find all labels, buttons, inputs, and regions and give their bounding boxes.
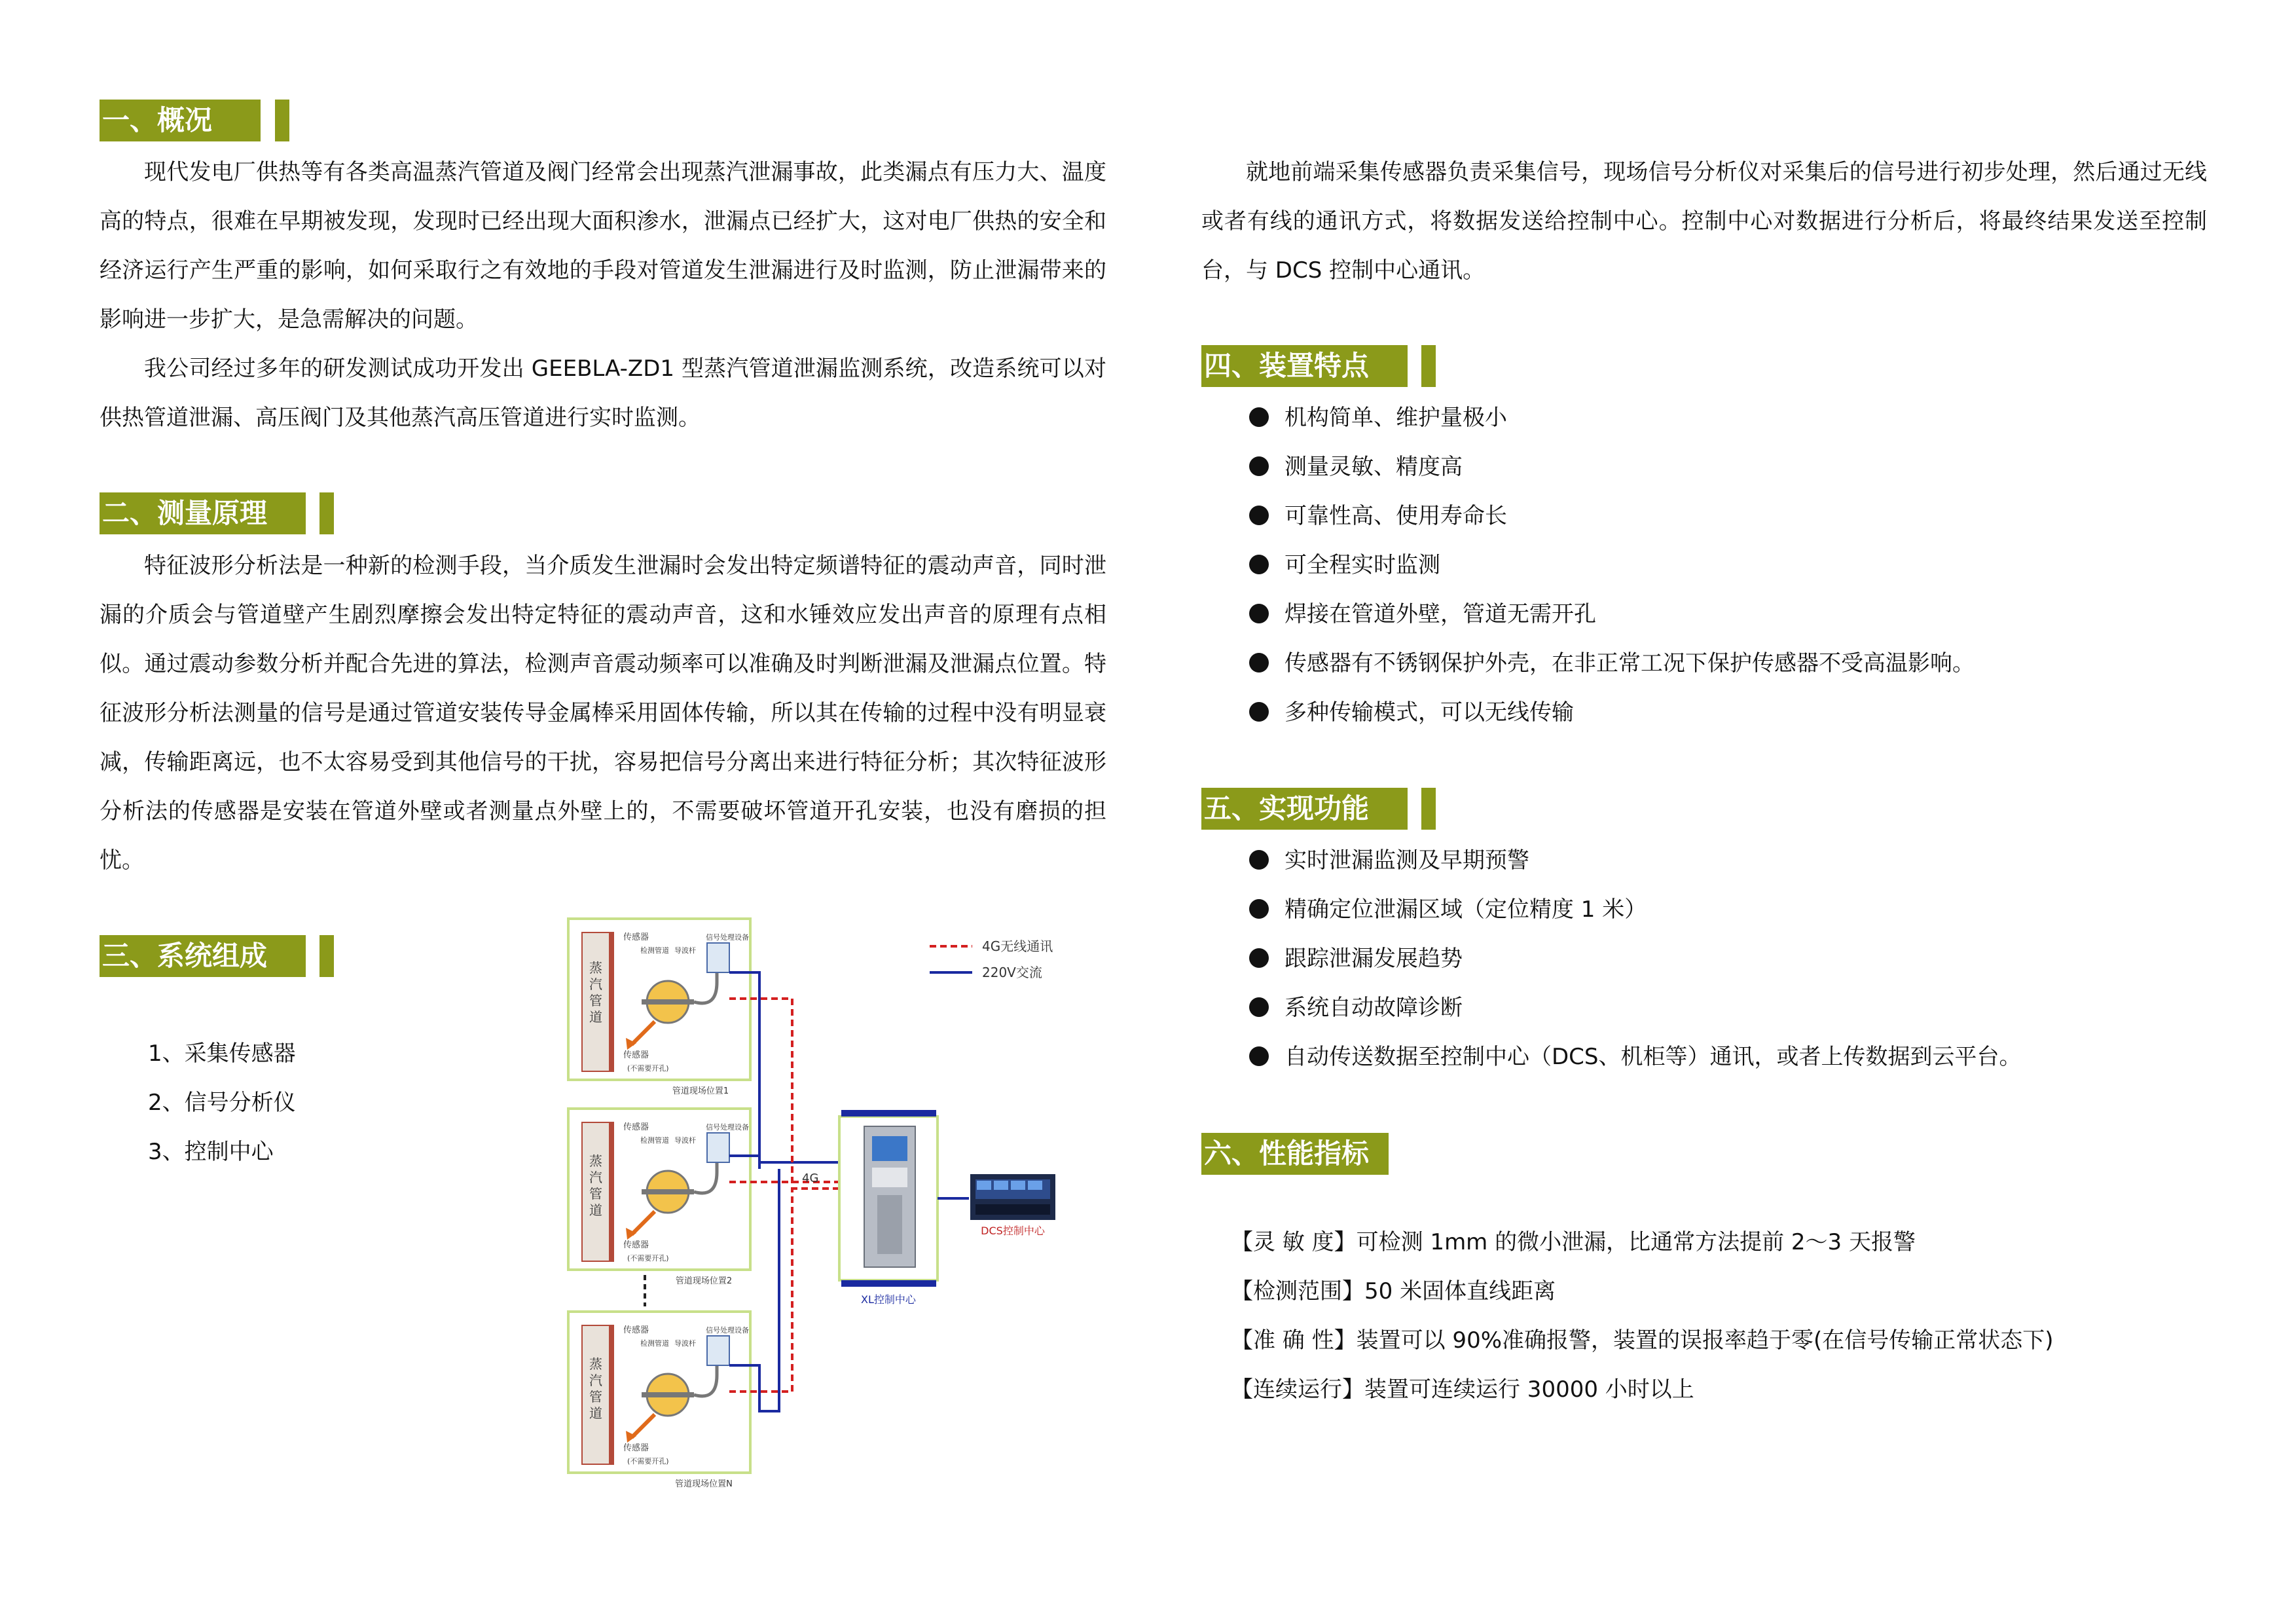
features-list (1249, 394, 1975, 737)
principle-heading-text: 二、测量原理 (102, 497, 268, 529)
svg-text:道: 道 (589, 1009, 602, 1025)
features-list-item (1249, 492, 1975, 541)
section-heading-composition (100, 935, 335, 977)
bullet-icon (1249, 1046, 1269, 1066)
system-diagram (563, 913, 1100, 1496)
spec-label: 【检测范围】 (1231, 1278, 1364, 1304)
functions-item-text: 系统自动故障诊断 (1285, 995, 1463, 1021)
bullet-icon (1249, 850, 1269, 870)
section-heading-functions (1201, 788, 1437, 830)
site-n-rod-label: 导波杆 (674, 1339, 696, 1348)
features-heading-text: 四、装置特点 (1204, 350, 1370, 382)
bullet-icon (1249, 997, 1269, 1017)
site-2-analyzer-label: 信号处理设备 (706, 1123, 749, 1132)
spec-value: 装置可以 90%准确报警，装置的误报率趋于零(在信号传输正常状态下) (1356, 1327, 2054, 1354)
bullet-icon (1249, 555, 1269, 574)
section-heading-overview (100, 100, 289, 141)
functions-item-text: 精确定位泄漏区域（定位精度 1 米） (1285, 896, 1647, 923)
svg-text:蒸: 蒸 (589, 1356, 602, 1372)
bullet-icon (1249, 653, 1269, 673)
composition-item-analyzer: 2、信号分析仪 (148, 1090, 296, 1116)
site-label-n: 管道现场位置N (675, 1479, 733, 1489)
svg-text:管: 管 (589, 993, 602, 1008)
features-item-text: 可靠性高、使用寿命长 (1285, 503, 1507, 529)
svg-text:蒸: 蒸 (589, 1153, 602, 1169)
features-list-item (1249, 541, 1975, 590)
features-item-text: 多种传输模式，可以无线传输 (1285, 699, 1574, 726)
spec-label: 【灵 敏 度】 (1231, 1229, 1357, 1255)
features-list-item (1249, 590, 1975, 639)
features-item-text: 可全程实时监测 (1285, 552, 1440, 578)
site-n-detect-label: 检测管道 (640, 1339, 669, 1348)
spec-value: 装置可连续运行 30000 小时以上 (1364, 1376, 1694, 1403)
dcs-center-label: DCS控制中心 (981, 1225, 1045, 1237)
site-2-sensor-label: 传感器 (623, 1122, 649, 1132)
functions-item-text: 实时泄漏监测及早期预警 (1285, 847, 1529, 874)
dcs-control-center (970, 1174, 1055, 1237)
composition-continued-paragraph: 就地前端采集传感器负责采集信号，现场信号分析仪对采集后的信号进行初步处理，然后通过无线或者有线的通讯方式，将数据发送给控制中心。控制中心对数据进行分析后，将最终结果发送至控制台，与 DCS 控制中心通讯。 (1201, 159, 2207, 284)
composition-list (148, 1029, 296, 1177)
functions-list-item (1249, 984, 2022, 1033)
functions-list-item (1249, 934, 2022, 984)
functions-list (1249, 836, 2022, 1082)
specs-list (1231, 1218, 2054, 1414)
spec-label: 【连续运行】 (1231, 1376, 1364, 1403)
functions-item-text: 跟踪泄漏发展趋势 (1285, 946, 1463, 972)
bullet-icon (1249, 456, 1269, 476)
features-list-item (1249, 688, 1975, 737)
svg-text:汽: 汽 (589, 1373, 602, 1388)
features-item-text: 传感器有不锈钢保护外壳，在非正常工况下保护传感器不受高温影响。 (1285, 650, 1975, 676)
bullet-icon (1249, 506, 1269, 525)
composition-item-control-center: 3、控制中心 (148, 1139, 274, 1165)
svg-text:管: 管 (589, 1389, 602, 1405)
bullet-icon (1249, 702, 1269, 722)
svg-text:汽: 汽 (589, 1170, 602, 1185)
spec-row-sensitivity (1231, 1218, 2054, 1267)
svg-text:汽: 汽 (589, 976, 602, 992)
spec-row-range (1231, 1267, 2054, 1316)
site-label-1: 管道现场位置1 (672, 1086, 729, 1096)
features-item-text: 焊接在管道外壁，管道无需开孔 (1285, 601, 1596, 627)
svg-text:道: 道 (589, 1405, 602, 1421)
spec-label: 【准 确 性】 (1231, 1327, 1357, 1354)
overview-heading-text: 一、概况 (102, 104, 213, 136)
svg-text:管: 管 (589, 1186, 602, 1202)
site-panel-n (568, 1312, 750, 1473)
site-1-detect-label: 检测管道 (640, 946, 669, 955)
site-n-sensor-label: 传感器 (623, 1325, 649, 1335)
overview-paragraph-2: 我公司经过多年的研发测试成功开发出 GEEBLA-ZD1 型蒸汽管道泄漏监测系统，改造系统可以对供热管道泄漏、高压阀门及其他蒸汽高压管道进行实时监测。 (100, 356, 1106, 431)
xl-center-label: XL控制中心 (861, 1293, 916, 1306)
spec-value: 可检测 1mm 的微小泄漏，比通常方法提前 2～3 天报警 (1356, 1229, 1916, 1255)
features-item-text: 机构简单、维护量极小 (1285, 405, 1507, 431)
site-1-analyzer-label: 信号处理设备 (706, 933, 749, 942)
legend-wireless-label: 4G无线通讯 (982, 938, 1053, 954)
site-2-sensor-label-2: 传感器 (623, 1240, 649, 1250)
section-heading-features (1201, 345, 1437, 387)
bullet-icon (1249, 407, 1269, 427)
site-n-sensor-label-2: 传感器 (623, 1443, 649, 1453)
site-2-detect-label: 检测管道 (640, 1136, 669, 1145)
composition-item-sensor: 1、采集传感器 (148, 1041, 296, 1067)
features-list-item (1249, 394, 1975, 443)
features-list-item (1249, 639, 1975, 688)
xl-control-center (839, 1110, 938, 1306)
functions-list-item (1249, 836, 2022, 885)
bullet-icon (1249, 899, 1269, 919)
principle-body (100, 542, 1106, 885)
specs-heading-text: 六、性能指标 (1204, 1137, 1370, 1170)
principle-paragraph: 特征波形分析法是一种新的检测手段，当介质发生泄漏时会发出特定频谱特征的震动声音，同时泄漏的介质会与管道壁产生剧烈摩擦会发出特定特征的震动声音，这和水锤效应发出声音的原理有点相似。通过震动参数分析并配合先进的算法，检测声音震动频率可以准确及时判断泄漏及泄漏点位置。特征波形分析法测量的信号是通过管道安装传导金属棒采用固体传输，所以其在传输的过程中没有明显衰减，传输距离远，也不太容易受到其他信号的干扰，容易把信号分离出来进行特征分析；其次特征波形分析法的传感器是安装在管道外壁或者测量点外壁上的，不需要破坏管道开孔安装，也没有磨损的担忧。 (100, 553, 1106, 874)
site-2-sensor-note: (不需要开孔) (627, 1254, 669, 1263)
composition-heading-text: 三、系统组成 (102, 940, 268, 972)
site-1-sensor-label: 传感器 (623, 932, 649, 942)
functions-list-item (1249, 885, 2022, 934)
site-1-rod-label: 导波杆 (674, 946, 696, 955)
site-1-sensor-note: (不需要开孔) (627, 1064, 669, 1073)
bullet-icon (1249, 948, 1269, 968)
functions-list-item (1249, 1033, 2022, 1082)
bullet-icon (1249, 604, 1269, 623)
site-n-analyzer-label: 信号处理设备 (706, 1326, 749, 1335)
features-list-item (1249, 443, 1975, 492)
section-heading-principle (100, 492, 335, 534)
link-4g-label: 4G (802, 1172, 819, 1185)
site-label-2: 管道现场位置2 (675, 1276, 733, 1286)
site-n-sensor-note: (不需要开孔) (627, 1457, 669, 1466)
svg-text:道: 道 (589, 1202, 602, 1218)
overview-body (100, 148, 1106, 443)
section-heading-specs (1201, 1133, 1391, 1175)
svg-text:蒸: 蒸 (589, 960, 602, 976)
spec-row-accuracy (1231, 1316, 2054, 1365)
site-2-rod-label: 导波杆 (674, 1136, 696, 1145)
composition-continued-body (1201, 148, 2207, 295)
site-panel-2 (568, 1109, 750, 1270)
legend-wired-label: 220V交流 (982, 965, 1042, 980)
functions-heading-text: 五、实现功能 (1204, 792, 1370, 824)
features-item-text: 测量灵敏、精度高 (1285, 454, 1463, 480)
functions-item-text: 自动传送数据至控制中心（DCS、机柜等）通讯，或者上传数据到云平台。 (1285, 1044, 2022, 1070)
overview-paragraph-1: 现代发电厂供热等有各类高温蒸汽管道及阀门经常会出现蒸汽泄漏事故，此类漏点有压力大、温度高的特点，很难在早期被发现，发现时已经出现大面积渗水，泄漏点已经扩大，这对电厂供热的安全和经济运行产生严重的影响，如何采取行之有效地的手段对管道发生泄漏进行及时监测，防止泄漏带来的影响进一步扩大，是急需解决的问题。 (100, 159, 1106, 333)
spec-row-continuous (1231, 1365, 2054, 1414)
spec-value: 50 米固体直线距离 (1364, 1278, 1556, 1304)
site-panel-1 (568, 919, 750, 1080)
diagram-legend (930, 938, 1053, 980)
site-1-sensor-label-2: 传感器 (623, 1050, 649, 1060)
